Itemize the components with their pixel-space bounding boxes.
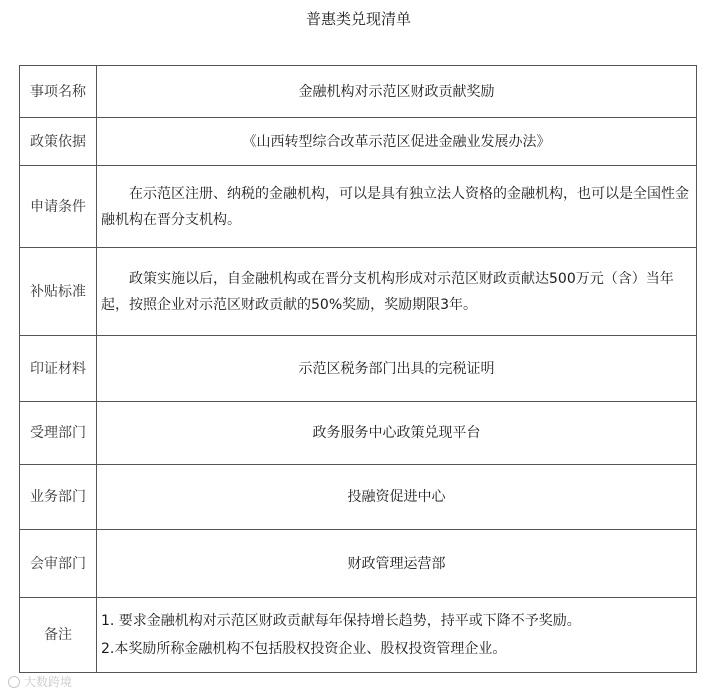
table-row	[20, 66, 697, 118]
table-row	[20, 166, 697, 248]
row-label-review-dept: 会审部门	[20, 530, 97, 598]
row-value-policy-basis: 《山西转型综合改革示范区促进金融业发展办法》	[97, 118, 697, 166]
table-row	[20, 336, 697, 402]
row-value-materials: 示范区税务部门出具的完税证明	[97, 336, 697, 402]
row-value-remarks	[97, 598, 697, 673]
table-row	[20, 465, 697, 530]
table-row	[20, 118, 697, 166]
row-value-review-dept: 财政管理运营部	[97, 530, 697, 598]
row-label-remarks: 备注	[20, 598, 97, 673]
remark-line: 1. 要求金融机构对示范区财政贡献每年保持增长趋势，持平或下降不予奖励。	[101, 613, 581, 629]
page-title: 普惠类兑现清单	[305, 10, 411, 28]
logo-circle-icon	[8, 676, 20, 688]
row-label-accepting-dept: 受理部门	[20, 402, 97, 465]
table-row	[20, 248, 697, 336]
remark-line: 2.本奖励所称金融机构不包括股权投资企业、股权投资管理企业。	[101, 641, 507, 657]
row-label-policy-basis: 政策依据	[20, 118, 97, 166]
row-label-subsidy-standard: 补贴标准	[20, 248, 97, 336]
row-value-business-dept: 投融资促进中心	[97, 465, 697, 530]
row-label-conditions: 申请条件	[20, 166, 97, 248]
row-label-business-dept: 业务部门	[20, 465, 97, 530]
table-row	[20, 402, 697, 465]
row-value-conditions: 在示范区注册、纳税的金融机构，可以是具有独立法人资格的金融机构，也可以是全国性金融机构在晋分支机构。	[97, 166, 697, 248]
row-value-accepting-dept: 政务服务中心政策兑现平台	[97, 402, 697, 465]
policy-table	[19, 65, 697, 673]
watermark	[8, 674, 72, 690]
table-row	[20, 598, 697, 673]
row-label-item-name: 事项名称	[20, 66, 97, 118]
row-label-materials: 印证材料	[20, 336, 97, 402]
row-value-item-name: 金融机构对示范区财政贡献奖励	[97, 66, 697, 118]
watermark-text: 大数跨境	[24, 675, 73, 689]
table-row	[20, 530, 697, 598]
row-value-subsidy-standard: 政策实施以后，自金融机构或在晋分支机构形成对示范区财政贡献达500万元（含）当年起，按照企业对示范区财政贡献的50%奖励，奖励期限3年。	[97, 248, 697, 336]
